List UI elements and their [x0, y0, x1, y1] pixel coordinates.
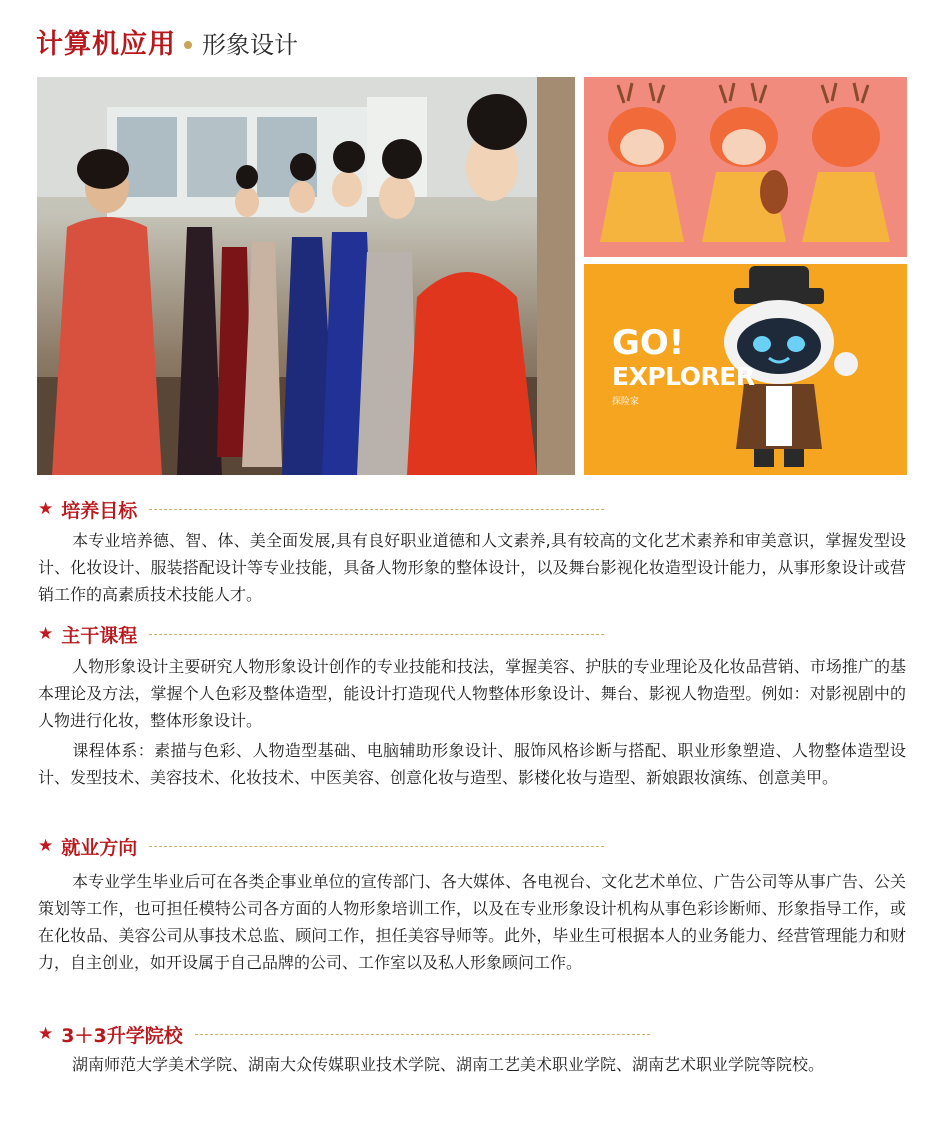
section-title: 3＋3升学院校 — [61, 1024, 183, 1047]
poster-go-text: GO! — [612, 323, 685, 363]
paragraph-text: 课程体系：素描与色彩、人物造型基础、电脑辅助形象设计、服饰风格诊断与搭配、职业形象塑造、人物整体造型设计、发型技术、美容技术、化妆技术、中医美容、创意化妆与造型、影楼化妆与造型、新娘跟妆演练、创意美甲。 — [38, 741, 906, 787]
section-heading-further-study — [38, 1021, 650, 1047]
paragraph-text: 本专业学生毕业后可在各类企事业单位的宣传部门、各大媒体、各电视台、文化艺术单位、广告公司等从事广告、公关策划等工作，也可担任模特公司各方面的人物形象培训工作，以及在专业形象设计机构从事色彩诊断师、形象指导工作，或在化妆品、美容公司从事技术总监、顾问工作，担任美容导师等。此外，毕业生可根据本人的业务能力、经营管理能力和财力，自主创业，如开设属于自己品牌的公司、工作室以及私人形象顾问工作。 — [38, 872, 906, 972]
section-paragraph — [38, 1051, 906, 1078]
page-header — [36, 22, 298, 62]
page-title: 计算机应用 — [36, 29, 176, 60]
dashed-divider — [149, 634, 604, 635]
section-paragraph — [38, 653, 906, 734]
title-separator-dot — [184, 41, 192, 49]
paragraph-text: 湖南师范大学美术学院、湖南大众传媒职业技术学院、湖南工艺美术职业学院、湖南艺术职业学院等院校。 — [72, 1055, 825, 1074]
makeup-class-photo — [37, 77, 575, 475]
page-subtitle: 形象设计 — [202, 31, 298, 59]
star-icon: ★ — [38, 499, 54, 519]
explorer-mascot-poster — [584, 264, 907, 475]
star-icon: ★ — [38, 1024, 54, 1044]
photo-collage — [37, 77, 907, 475]
section-heading-employment — [38, 833, 604, 859]
paragraph-text: 本专业培养德、智、体、美全面发展,具有良好职业道德和人文素养,具有较高的文化艺术素养和审美意识，掌握发型设计、化妆设计、服装搭配设计等专业技能，具备人物形象的整体设计，以及舞台影视化妆造型设计能力，从事形象设计或营销工作的高素质技术技能人才。 — [38, 531, 906, 604]
poster-cn-title: 探险家 — [612, 397, 640, 407]
section-paragraph — [38, 737, 906, 791]
dashed-divider — [149, 509, 604, 510]
section-title: 主干课程 — [61, 624, 138, 647]
section-heading-training-goal — [38, 496, 604, 522]
dashed-divider — [149, 846, 604, 847]
cartoon-characters-render — [584, 77, 907, 257]
star-icon: ★ — [38, 836, 54, 856]
poster-explorer-text: EXPLORER — [612, 362, 755, 391]
paragraph-text: 人物形象设计主要研究人物形象设计创作的专业技能和技法，掌握美容、护肤的专业理论及化妆品营销、市场推广的基本理论及方法，掌握个人色彩及整体造型，能设计打造现代人物整体形象设计、舞台、影视人物造型。例如：对影视剧中的人物进行化妆，整体形象设计。 — [38, 657, 906, 730]
dashed-divider — [195, 1034, 650, 1035]
section-heading-core-courses — [38, 621, 604, 647]
section-title: 培养目标 — [61, 499, 138, 522]
section-title: 就业方向 — [61, 836, 138, 859]
section-paragraph — [38, 527, 906, 608]
star-icon: ★ — [38, 624, 54, 644]
section-paragraph — [38, 868, 906, 976]
